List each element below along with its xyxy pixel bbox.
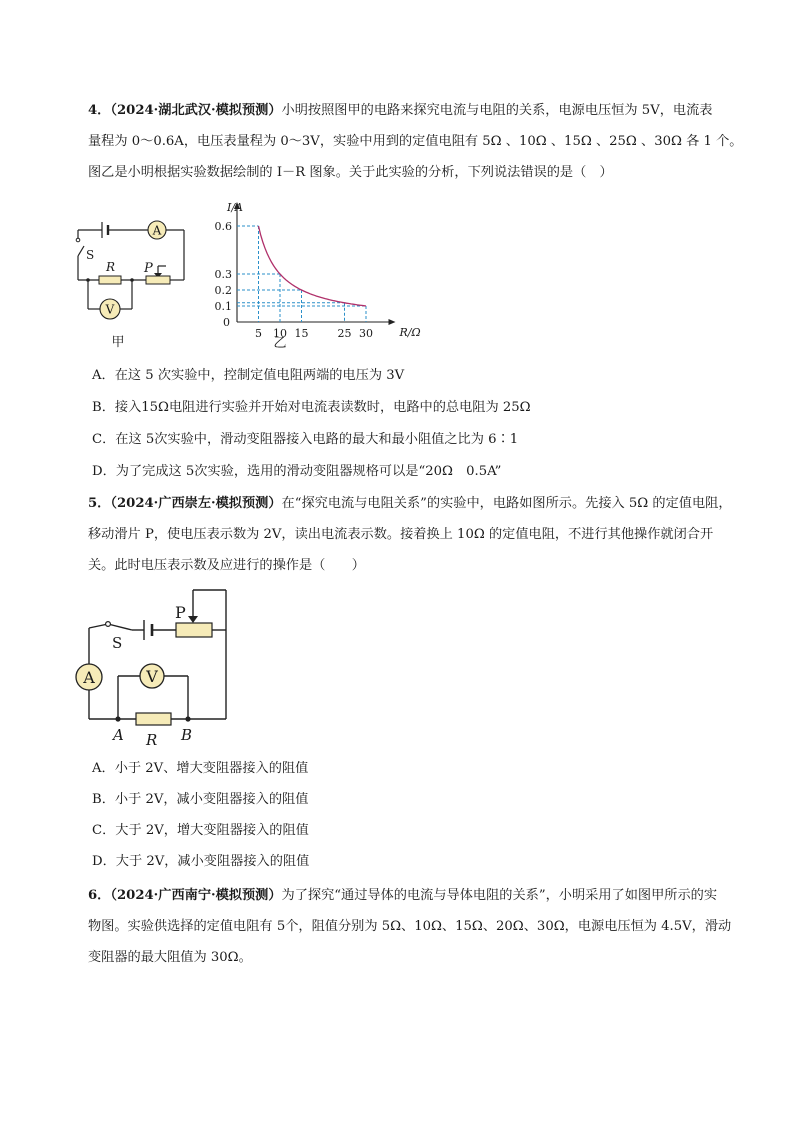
q6-number: 6． (88, 888, 111, 903)
q5-resistor (136, 713, 171, 725)
q4-source: （2024·湖北武汉·模拟预测） (110, 103, 282, 118)
x-axis-arrow (389, 319, 396, 325)
q4-ammeter-label: A (152, 223, 162, 238)
q5-source: （2024·广西崇左·模拟预测） (110, 496, 282, 511)
q4-slider-label: P (144, 261, 153, 276)
y-axis-label: I/A (227, 201, 243, 214)
q4-circuit-figure (66, 212, 196, 352)
q4-option-c[interactable]: C．在这 5次实验中，滑动变阻器接入电路的最大和最小阻值之比为 6∶1 (92, 432, 519, 447)
q6-text1: 为了探究“通过导体的电流与导体电阻的关系”，小明采用了如图甲所示的实 (281, 888, 718, 903)
q5-option-b[interactable]: B．小于 2V，减小变阻器接入的阻值 (92, 792, 309, 807)
q4-ir-chart (205, 198, 421, 354)
q4-option-b[interactable]: B．接入15Ω电阻进行实验并开始对电流表读数时，电路中的总电阻为 25Ω (92, 400, 531, 415)
q4-number: 4． (88, 103, 111, 118)
y-tick-label: 0.2 (214, 284, 232, 297)
q5-number: 5． (88, 496, 111, 511)
q5-resistor-label: R (146, 731, 158, 749)
q5-slider-label: P (175, 603, 186, 622)
ir-curve (259, 226, 367, 306)
q5-rheostat (176, 623, 212, 637)
q5-node-b-label: B (181, 726, 193, 744)
q4-voltmeter-label: V (105, 302, 115, 317)
x-axis-label: R/Ω (399, 326, 421, 339)
q5-line1 (88, 494, 732, 514)
q5-node-a-label: A (113, 726, 124, 744)
q4-resistor (99, 276, 121, 284)
q4-line3: 图乙是小明根据实验数据绘制的 I－R 图象。关于此实验的分析，下列说法错误的是（ ） (88, 165, 613, 180)
q5-option-a[interactable]: A．小于 2V、增大变阻器接入的阻值 (92, 761, 309, 776)
q5-line2: 移动滑片 P，使电压表示数为 2V，读出电流表示数。接着换上 10Ω 的定值电阻，不进行其他操作就闭合开 (88, 527, 714, 542)
q4-resistor-label: R (106, 260, 116, 274)
q5-text1: 在“探究电流与电阻关系”的实验中，电路如图所示。先接入 5Ω 的定值电阻， (281, 496, 732, 511)
q6-line3: 变阻器的最大阻值为 30Ω。 (88, 950, 252, 965)
q4-line2: 量程为 0～0.6A，电压表量程为 0～3V，实验中用到的定值电阻有 5Ω 、10Ω 、15Ω 、25Ω 、30Ω 各 1 个。 (88, 134, 743, 149)
q4-switch-label: S (86, 248, 95, 262)
q6-line1 (88, 886, 717, 906)
q4-fig-yi-caption: 乙 (273, 336, 287, 351)
q4-option-d[interactable]: D．为了完成这 5次实验，选用的滑动变阻器规格可以是“20Ω 0.5A” (92, 464, 502, 479)
x-tick-label: 10 (273, 327, 287, 340)
q6-line2: 物图。实验供选择的定值电阻有 5个，阻值分别为 5Ω、10Ω、15Ω、20Ω、30Ω，电源电压恒为 4.5V，滑动 (88, 919, 732, 934)
y-tick-label: 0.6 (214, 220, 232, 233)
q5-ammeter-label: A (83, 668, 95, 687)
q5-option-d[interactable]: D．大于 2V，减小变阻器接入的阻值 (92, 854, 310, 869)
q5-circuit-figure (70, 586, 240, 749)
q4-option-a[interactable]: A．在这 5 次实验中，控制定值电阻两端的电压为 3V (92, 368, 405, 383)
x-tick-label: 5 (255, 327, 262, 340)
y-tick-label: 0.1 (214, 300, 232, 313)
q5-line3: 关。此时电压表示数及应进行的操作是（ ） (88, 558, 365, 573)
x-tick-label: 15 (294, 327, 309, 340)
origin-label: 0 (223, 316, 230, 329)
q5-voltmeter-label: V (146, 667, 158, 686)
q6-source: （2024·广西南宁·模拟预测） (110, 888, 282, 903)
q5-option-c[interactable]: C．大于 2V，增大变阻器接入的阻值 (92, 823, 309, 838)
q4-rheostat (146, 276, 170, 284)
y-tick-label: 0.3 (214, 268, 232, 281)
q4-fig-jia-caption: 甲 (111, 335, 125, 350)
q4-line1 (88, 101, 712, 121)
x-tick-label: 25 (337, 327, 352, 340)
x-tick-label: 30 (359, 327, 373, 340)
q5-switch-label: S (112, 634, 123, 652)
q4-text1: 小明按照图甲的电路来探究电流与电阻的关系，电源电压恒为 5V，电流表 (281, 103, 713, 118)
